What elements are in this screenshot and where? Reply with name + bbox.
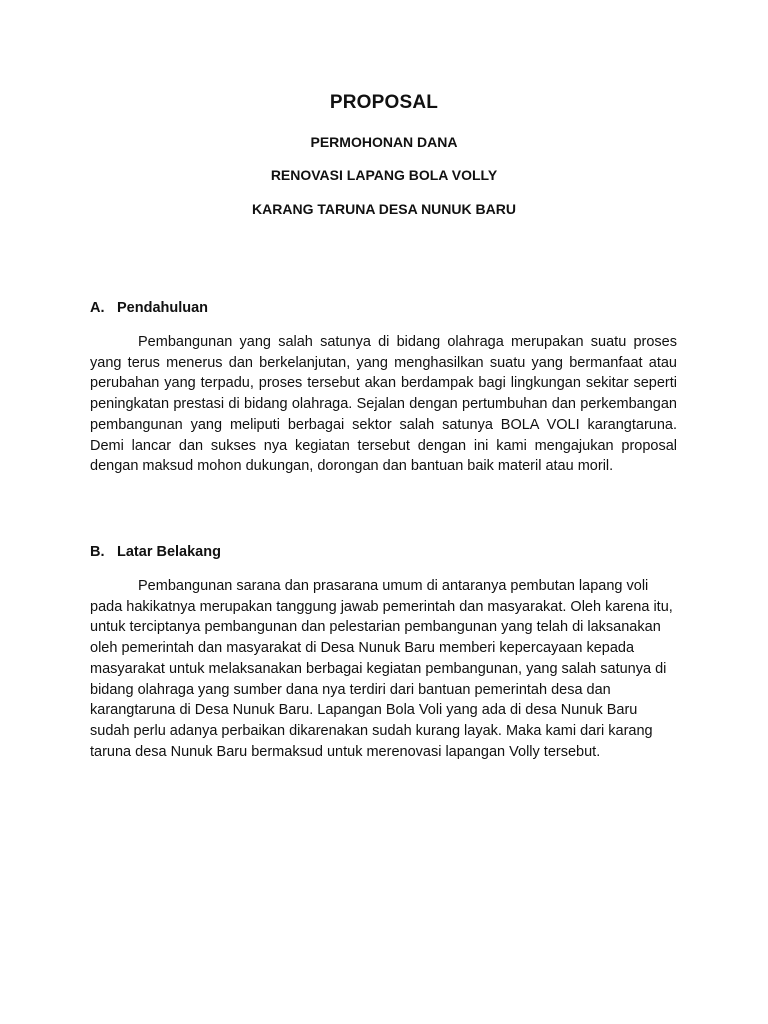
document-title: PROPOSAL: [329, 92, 439, 113]
section-number: A.: [90, 300, 105, 316]
section-body-latar-belakang: Pembangunan sarana dan prasarana umum di antaranya pembutan lapang voli pada hakikatnya merupakan tanggung jawab pemerintah dan masyarakat. Oleh karena itu, untuk terciptanya pembangunan dan pelestarian pembangunan yang telah di laksanakan oleh pemerintah dan masyarakat di Desa Nunuk Baru memberi kepercayaan kepada masyarakat untuk melaksanakan berbagai kegiatan pembangunan, yang salah satunya di bidang olahraga yang sumber dana nya terdiri dari bantuan pemerintah desa dan karangtaruna di Desa Nunuk Baru. Lapangan Bola Voli yang ada di desa Nunuk Baru sudah perlu adanya perbaikan dikarenakan sudah kurang layak. Maka kami dari karang taruna desa Nunuk Baru bermaksud untuk merenovasi lapangan Volly tersebut.: [90, 578, 673, 760]
document-subtitle-3: KARANG TARUNA DESA NUNUK BARU: [252, 201, 516, 217]
section-heading-latar-belakang: [90, 544, 221, 560]
section-body-pendahuluan: Pembangunan yang salah satunya di bidang olahraga merupakan suatu proses yang terus menerus dan berkelanjutan, yang menghasilkan suatu yang bermanfaat atau perubahan yang terpadu, proses tersebut akan berdampak bagi lingkungan sekitar seperti peningkatan prestasi di bidang olahraga. Sejalan dengan pertumbuhan dan perkembangan pembangunan yang meliputi berbagai sektor salah satunya BOLA VOLI karangtaruna. Demi lancar dan sukses nya kegiatan tersebut dengan ini kami mengajukan proposal dengan maksud mohon dukungan, dorongan dan bantuan baik materil atau moril.: [90, 334, 677, 475]
document-subtitle-1: PERMOHONAN DANA: [310, 134, 458, 150]
document-subtitle-2: RENOVASI LAPANG BOLA VOLLY: [270, 167, 498, 183]
section-heading-text: Pendahuluan: [117, 300, 209, 316]
section-number: B.: [90, 544, 105, 560]
section-heading-pendahuluan: [90, 300, 208, 316]
section-heading-text: Latar Belakang: [117, 544, 221, 560]
